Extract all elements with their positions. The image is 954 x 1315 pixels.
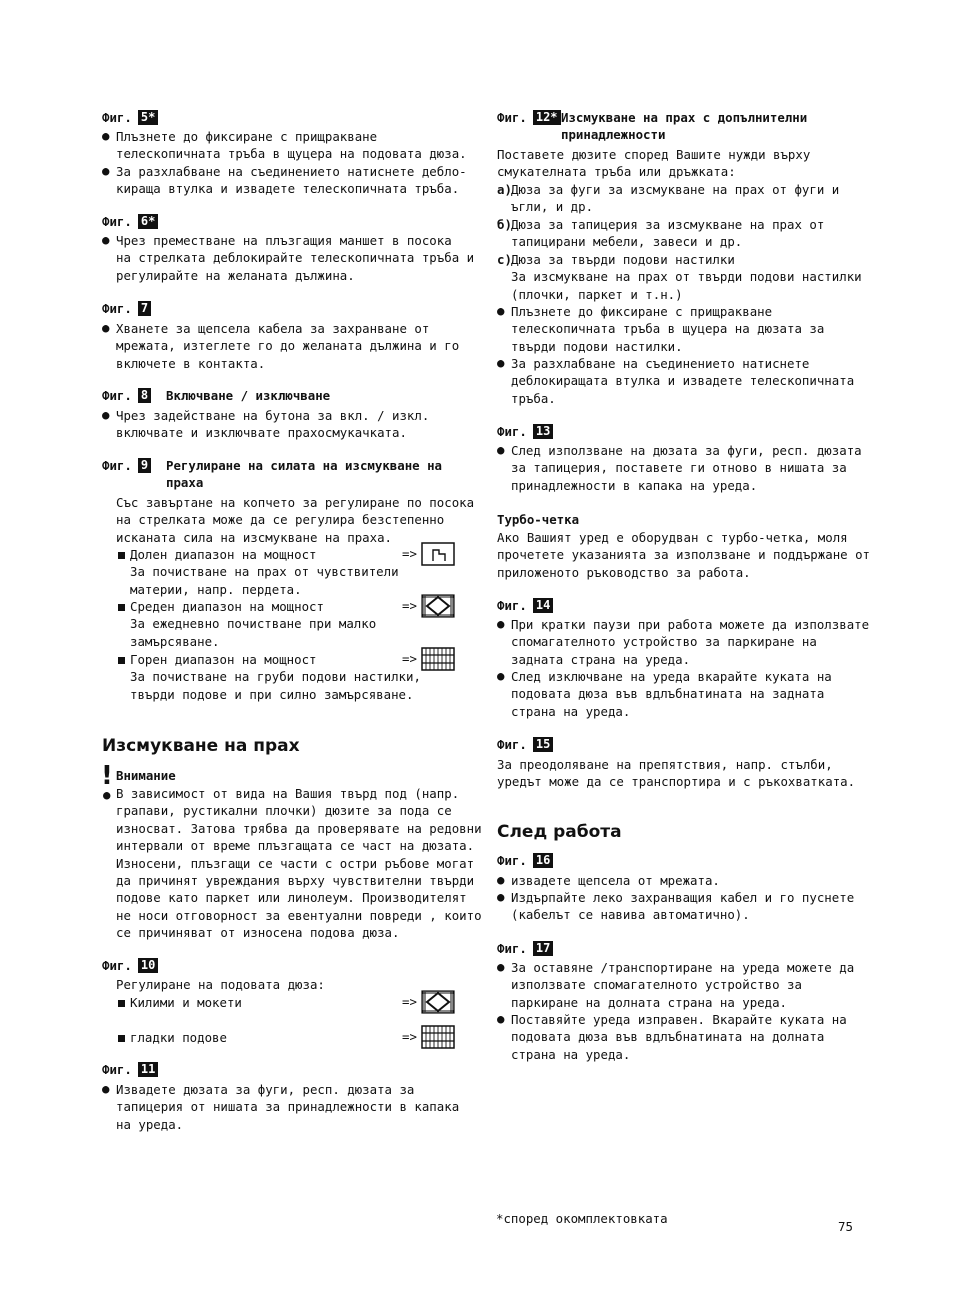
bullet-text: Хванете за щепсела кабела за захранване от bbox=[116, 321, 430, 336]
bullet-text: Чрез преместване на плъзгащия маншет в посока bbox=[116, 233, 452, 248]
figure-number-badge: 8 bbox=[138, 388, 151, 403]
bullet-icon: ● bbox=[102, 407, 110, 422]
figure-label bbox=[497, 110, 561, 125]
figure-title: Включване / изключване bbox=[166, 388, 331, 403]
section-title: След работа bbox=[497, 822, 622, 842]
bullet-text: За разхлабване на съединението натиснете bbox=[511, 356, 810, 371]
figure-label bbox=[497, 737, 553, 752]
bullet-text: телескопичната тръба в щуцера на дюзата за bbox=[511, 321, 825, 337]
bullet-text: твърди подови настилки. bbox=[511, 338, 683, 354]
bullet-text: При кратки паузи при работа можете да използвате bbox=[511, 617, 870, 632]
figure-number-badge: 9 bbox=[138, 458, 151, 473]
text-line: исканата сила на изсмукване на праха. bbox=[116, 529, 393, 545]
hard-floor-icon bbox=[421, 647, 455, 671]
bullet-icon: ● bbox=[497, 355, 505, 370]
bullet-text: страна на уреда. bbox=[511, 1046, 631, 1062]
warning-text: износват. Затова трябва да проверявате на редовни bbox=[116, 820, 482, 836]
list-square-icon bbox=[118, 552, 125, 559]
arrow-symbol: => bbox=[402, 994, 417, 1009]
figure-word: Фиг. bbox=[497, 737, 527, 752]
figure-label bbox=[102, 110, 158, 125]
list-square-icon bbox=[118, 1000, 125, 1007]
figure-word: Фиг. bbox=[102, 958, 132, 973]
figure-title: Изсмукване на прах с допълнителни bbox=[561, 110, 808, 125]
power-range-title: Долен диапазон на мощност bbox=[130, 547, 317, 562]
bullet-text: За разхлабване на съединението натиснете дебло- bbox=[116, 164, 467, 179]
bullet-text: извадете щепсела от мрежата. bbox=[511, 873, 720, 888]
bullet-icon: ● bbox=[497, 1011, 505, 1026]
arrow-symbol: => bbox=[402, 651, 417, 666]
text-line: За изсмукване на прах от твърди подови настилки bbox=[511, 269, 862, 285]
figure-label bbox=[102, 1062, 158, 1077]
figure-title: принадлежности bbox=[561, 127, 666, 143]
warning-exclamation-icon: ! bbox=[101, 761, 113, 791]
figure-word: Фиг. bbox=[102, 458, 132, 473]
bullet-text: принадлежности в капака на уреда. bbox=[511, 477, 758, 493]
text-line: Със завъртане на копчето за регулиране по посока bbox=[116, 495, 475, 510]
text-line: Поставете дюзите според Вашите нужди върху bbox=[497, 147, 811, 162]
bullet-icon: ● bbox=[102, 1081, 110, 1096]
power-range-desc: замърсяване. bbox=[130, 633, 220, 649]
list-square-icon bbox=[118, 604, 125, 611]
warning-text: интервали от време плъзгащата се част на дюзата. bbox=[116, 838, 475, 854]
figure-number-badge: 5* bbox=[138, 110, 158, 125]
bullet-icon: ● bbox=[102, 320, 110, 335]
warning-text: В зависимост от вида на Вашия твърд под (напр. bbox=[116, 786, 460, 801]
bullet-text: Издърпайте леко захранващия кабел и го пуснете bbox=[511, 890, 855, 905]
bullet-text: спомагателното устройство за паркиране на bbox=[511, 634, 817, 650]
bullet-text: телескопичната тръба в щуцера на подовата дюза. bbox=[116, 146, 467, 162]
text-line: ъгли, и др. bbox=[511, 199, 594, 215]
figure-number-badge: 16 bbox=[533, 853, 553, 868]
list-letter: с) bbox=[497, 252, 512, 267]
figure-number-badge: 11 bbox=[138, 1062, 158, 1077]
bullet-text: използвате спомагателното устройство за bbox=[511, 977, 802, 993]
figure-word: Фиг. bbox=[497, 941, 527, 956]
bullet-text: След изключване на уреда вкарайте куката на bbox=[511, 669, 832, 684]
arrow-symbol: => bbox=[402, 1029, 417, 1044]
bullet-icon: ● bbox=[497, 872, 505, 887]
figure-label bbox=[497, 424, 553, 439]
bullet-text: задната страна на уреда. bbox=[511, 651, 691, 667]
bullet-text: на стрелката деблокирайте телескопичната тръба и bbox=[116, 250, 475, 266]
bullet-text: деблокиращата втулка и извадете телескопичната bbox=[511, 373, 855, 389]
text-line: Дюза за фуги за изсмукване на прах от фуги и bbox=[511, 182, 840, 197]
page-number: 75 bbox=[838, 1219, 853, 1234]
text-line: смукателната тръба или дръжката: bbox=[497, 164, 736, 180]
bullet-text: тапицерия от нишата за принадлежности в капака bbox=[116, 1099, 460, 1115]
figure-number-badge: 15 bbox=[533, 737, 553, 752]
carpet-icon bbox=[421, 990, 455, 1014]
arrow-symbol: => bbox=[402, 598, 417, 613]
power-range-title: Горен диапазон на мощност bbox=[130, 652, 317, 667]
bullet-text: страна на уреда. bbox=[511, 703, 631, 719]
figure-number-badge: 12* bbox=[533, 110, 561, 125]
figure-label bbox=[497, 598, 553, 613]
text-line: Дюза за тапицерия за изсмукване на прах от bbox=[511, 217, 825, 232]
list-square-icon bbox=[118, 657, 125, 664]
bullet-text: След използване на дюзата за фуги, респ. дюзата bbox=[511, 443, 862, 458]
power-range-desc: твърди подове и при силно замърсяване. bbox=[130, 686, 414, 702]
bullet-icon: ● bbox=[497, 889, 505, 904]
arrow-symbol: => bbox=[402, 546, 417, 561]
power-range-title: Среден диапазон на мощност bbox=[130, 599, 324, 614]
bullet-icon: ● bbox=[497, 442, 505, 457]
figure-word: Фиг. bbox=[497, 424, 527, 439]
floor-type-label: гладки подове bbox=[130, 1030, 227, 1045]
text-line: прочетете указанията за използване и поддържане от bbox=[497, 547, 870, 563]
bullet-text: (кабелът се навива автоматично). bbox=[511, 907, 750, 923]
figure-label bbox=[497, 941, 553, 956]
figure-number-badge: 14 bbox=[533, 598, 553, 613]
bullet-text: на уреда. bbox=[116, 1116, 184, 1132]
figure-label bbox=[102, 301, 151, 316]
bullet-text: Чрез задействане на бутона за вкл. / изкл. bbox=[116, 408, 430, 423]
bullet-text: за тапицерия, поставете ги отново в нишата за bbox=[511, 460, 847, 476]
figure-title: праха bbox=[166, 475, 204, 491]
bullet-text: Извадете дюзата за фуги, респ. дюзата за bbox=[116, 1082, 415, 1097]
bullet-text: Поставяйте уреда изправен. Вкарайте куката на bbox=[511, 1012, 847, 1027]
figure-word: Фиг. bbox=[102, 214, 132, 229]
bullet-text: кираща втулка и извадете телескопичната тръба. bbox=[116, 181, 460, 197]
bullet-icon: ● bbox=[497, 303, 505, 318]
figure-word: Фиг. bbox=[102, 388, 132, 403]
bullet-text: включете в контакта. bbox=[116, 355, 266, 371]
bullet-text: подовата дюза във вдлъбнатината на задната bbox=[511, 686, 825, 702]
list-letter: б) bbox=[497, 217, 512, 232]
bullet-text: включвате и изключвате прахосмукачката. bbox=[116, 425, 407, 441]
text-line: (плочки, паркет и т.н.) bbox=[511, 286, 683, 302]
figure-word: Фиг. bbox=[497, 598, 527, 613]
warning-text: Износени, плъзгащи се части с остри ръбове могат bbox=[116, 855, 475, 871]
bullet-icon: ● bbox=[102, 163, 110, 178]
bullet-text: мрежата, изтеглете го до желаната дължина и го bbox=[116, 338, 460, 354]
bullet-text: Плъзнете до фиксиране с прищракване bbox=[116, 129, 378, 144]
carpet-icon bbox=[421, 594, 455, 618]
text-line: Регулиране на подовата дюза: bbox=[116, 977, 325, 992]
warning-text: да причинят увреждания върху чувствителни твърди bbox=[116, 873, 475, 888]
figure-label bbox=[497, 853, 553, 868]
bullet-text: За оставяне /транспортиране на уреда можете да bbox=[511, 960, 855, 975]
warning-text: се причиняват от износена подова дюза. bbox=[116, 925, 400, 941]
bullet-icon: ● bbox=[497, 959, 505, 974]
warning-text: не носи отговорност за евентуални повреди , които bbox=[116, 907, 482, 923]
warning-title: Внимание bbox=[116, 768, 176, 783]
figure-number-badge: 7 bbox=[138, 301, 151, 316]
section-title: Изсмукване на прах bbox=[102, 736, 300, 756]
figure-label bbox=[102, 458, 151, 473]
list-square-icon bbox=[118, 1035, 125, 1042]
curtain-icon bbox=[421, 542, 455, 566]
text-line: приложеното ръководство за работа. bbox=[497, 564, 751, 580]
figure-word: Фиг. bbox=[102, 1062, 132, 1077]
bullet-text: тръба. bbox=[511, 390, 556, 406]
figure-number-badge: 6* bbox=[138, 214, 158, 229]
footnote: *според окомплектовката bbox=[496, 1211, 668, 1226]
figure-title: Регулиране на силата на изсмукване на bbox=[166, 458, 443, 473]
figure-word: Фиг. bbox=[497, 853, 527, 868]
power-range-desc: За почистване на прах от чувствители bbox=[130, 564, 399, 580]
power-range-desc: материи, напр. пердета. bbox=[130, 581, 302, 597]
figure-word: Фиг. bbox=[102, 301, 132, 316]
power-range-desc: За ежедневно почистване при малко bbox=[130, 616, 377, 632]
figure-word: Фиг. bbox=[102, 110, 132, 125]
warning-text: грапави, рустикални плочки) дюзите за пода се bbox=[116, 803, 452, 819]
figure-label bbox=[102, 388, 151, 403]
bullet-text: Плъзнете до фиксиране с прищракване bbox=[511, 304, 773, 319]
bullet-text: регулирайте на желаната дължина. bbox=[116, 267, 355, 283]
bullet-icon: ● bbox=[497, 668, 505, 683]
warning-text: подове като паркет или линолеум. Производителят bbox=[116, 890, 467, 906]
text-line: За преодоляване на препятствия, напр. стълби, bbox=[497, 757, 833, 772]
bullet-text: подовата дюза във вдлъбнатината на долната bbox=[511, 1029, 825, 1045]
figure-number-badge: 17 bbox=[533, 941, 553, 956]
bullet-icon: ● bbox=[102, 232, 110, 247]
floor-type-label: Килими и мокети bbox=[130, 995, 242, 1010]
hard-floor-icon bbox=[421, 1025, 455, 1049]
subsection-title: Турбо-четка bbox=[497, 512, 580, 527]
text-line: на стрелката може да се регулира безстепенно bbox=[116, 512, 445, 528]
text-line: Ако Вашият уред е оборудван с турбо-четка, моля bbox=[497, 530, 848, 545]
text-line: тапицирани мебели, завеси и др. bbox=[511, 234, 743, 250]
figure-word: Фиг. bbox=[497, 110, 527, 125]
figure-number-badge: 13 bbox=[533, 424, 553, 439]
list-letter: а) bbox=[497, 182, 512, 197]
bullet-icon: ● bbox=[497, 616, 505, 631]
bullet-icon: ● bbox=[103, 787, 111, 802]
power-range-desc: За почистване на груби подови настилки, bbox=[130, 669, 421, 685]
bullet-icon: ● bbox=[102, 128, 110, 143]
text-line: Дюза за твърди подови настилки bbox=[511, 252, 735, 267]
text-line: уредът може да се транспортира и с ръкохватката. bbox=[497, 774, 856, 790]
bullet-text: паркиране на долната страна на уреда. bbox=[511, 994, 788, 1010]
figure-label bbox=[102, 958, 158, 973]
figure-number-badge: 10 bbox=[138, 958, 158, 973]
figure-label bbox=[102, 214, 158, 229]
